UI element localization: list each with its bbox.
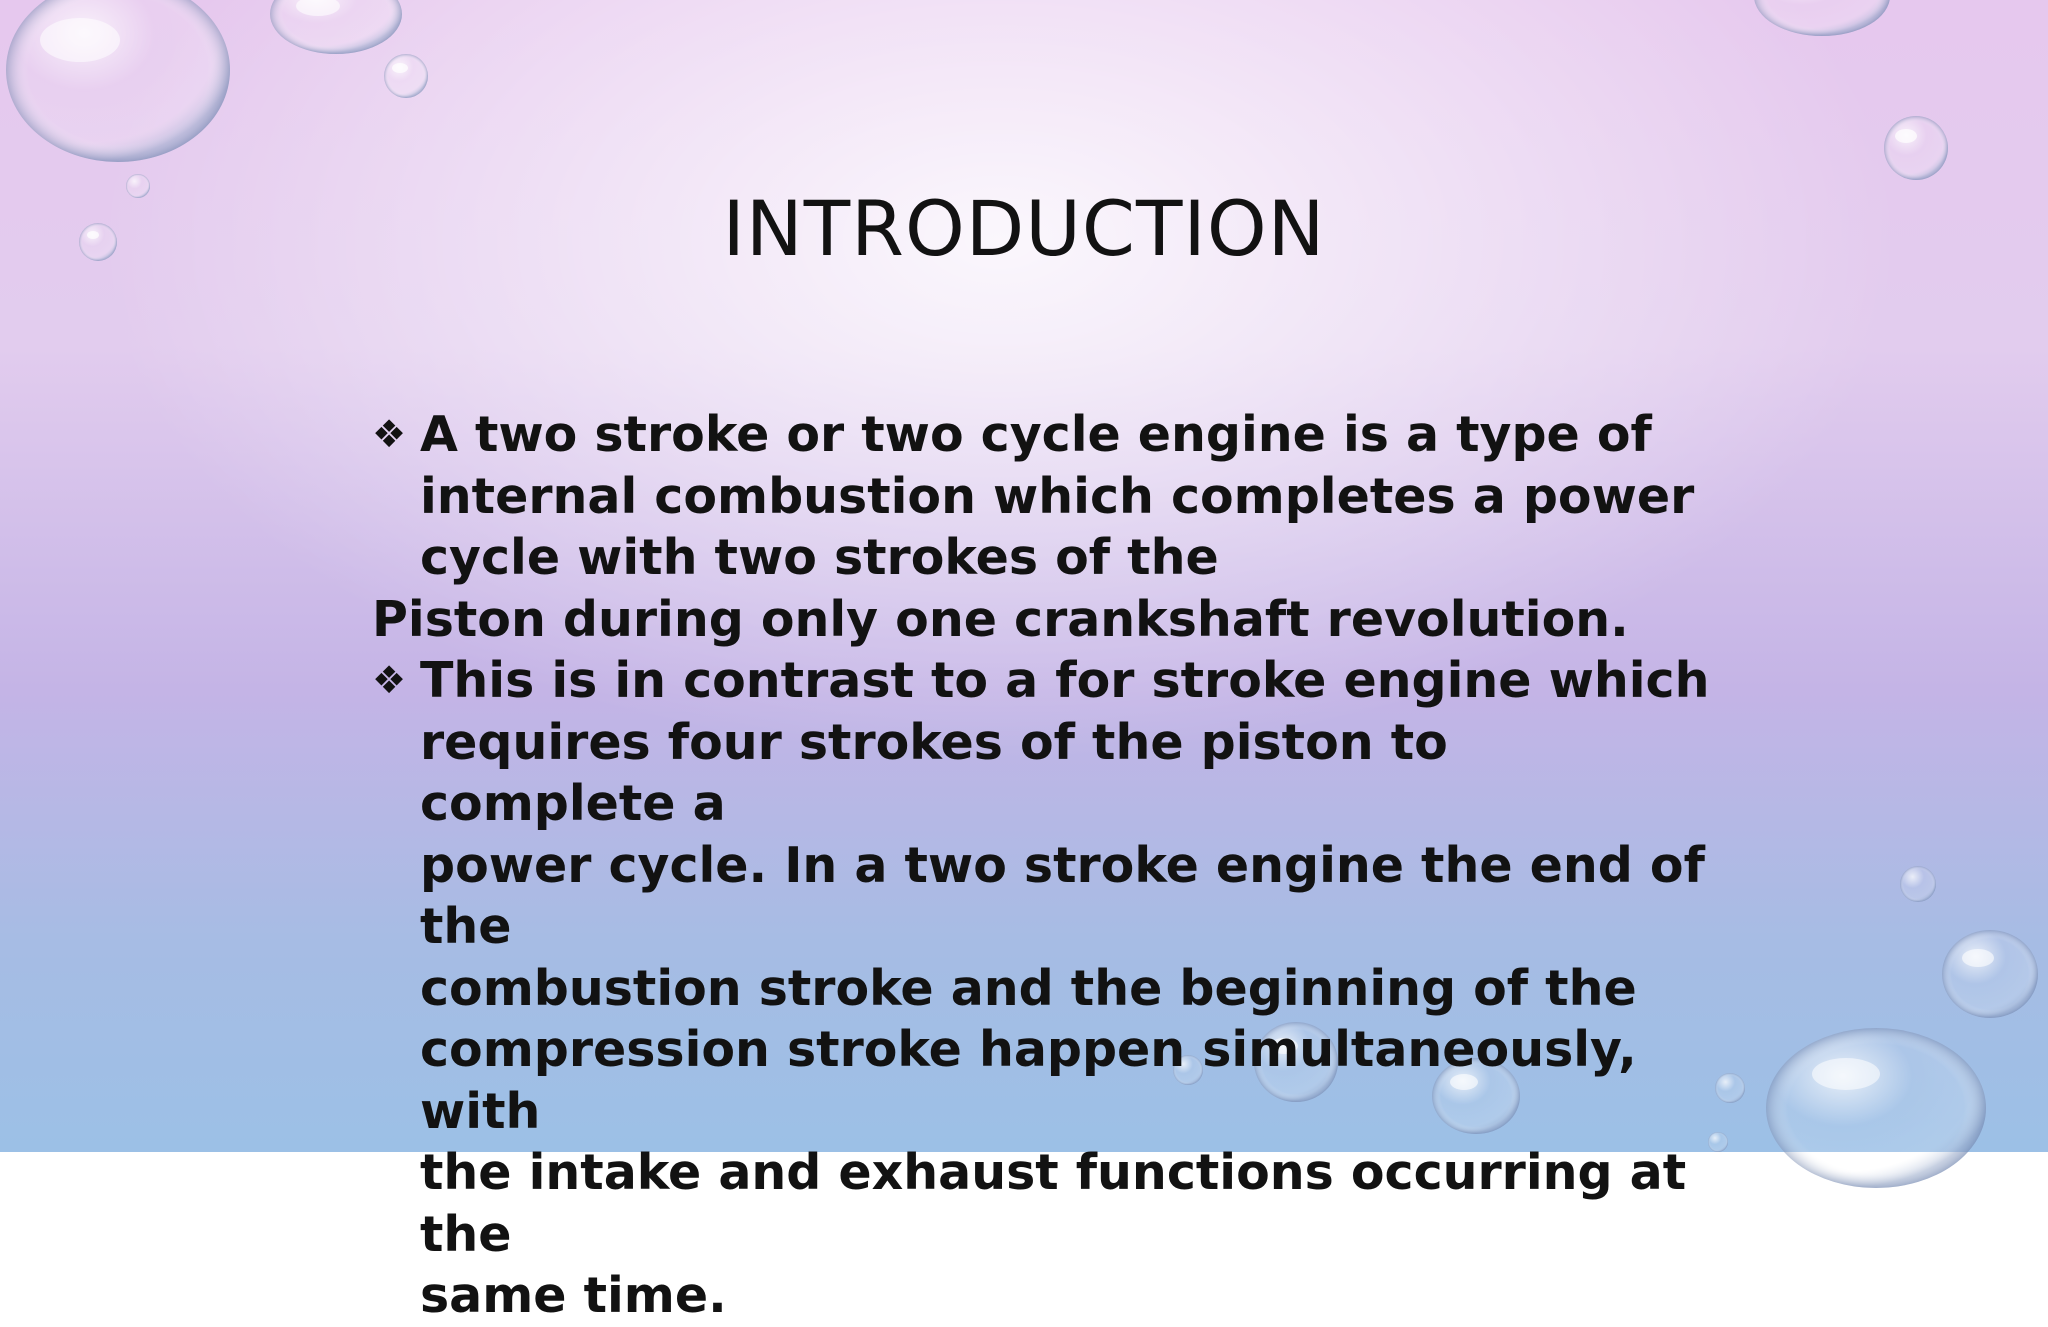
text-line: compression stroke happen simultaneously, with xyxy=(420,1021,1637,1140)
text-line: power cycle. In a two stroke engine the end of the xyxy=(420,836,1705,955)
text-line: requires four strokes of the piston to complete a xyxy=(420,713,1448,832)
droplet xyxy=(384,54,428,98)
droplet xyxy=(1884,116,1948,180)
text-line: A two stroke or two cycle engine is a type of xyxy=(420,406,1652,463)
text-line: internal combustion which completes a power xyxy=(420,467,1695,525)
text-line: combustion stroke and the beginning of the xyxy=(420,959,1637,1017)
droplet xyxy=(6,0,230,162)
text-line: same time. xyxy=(420,1267,727,1324)
droplet xyxy=(270,0,402,54)
text-line: the intake and exhaust functions occurring at the xyxy=(420,1144,1687,1263)
droplet xyxy=(1942,930,2038,1018)
text-line: cycle with two strokes of the xyxy=(420,529,1219,586)
droplet xyxy=(1715,1073,1745,1103)
slide-body xyxy=(372,404,1712,1327)
droplet xyxy=(1900,866,1936,902)
diamond-bullet-icon: ❖ xyxy=(372,412,407,456)
bullet-paragraph xyxy=(372,650,1712,1327)
droplet xyxy=(1766,1028,1986,1188)
slide-title: INTRODUCTION xyxy=(722,184,1326,273)
text-line: This is in contrast to a for stroke engine which xyxy=(420,652,1710,709)
bullet-paragraph xyxy=(372,404,1712,589)
droplet xyxy=(1754,0,1890,36)
diamond-bullet-icon: ❖ xyxy=(372,658,407,702)
text-line: Piston during only one crankshaft revolution. xyxy=(372,590,1629,648)
plain-paragraph xyxy=(372,589,1712,651)
